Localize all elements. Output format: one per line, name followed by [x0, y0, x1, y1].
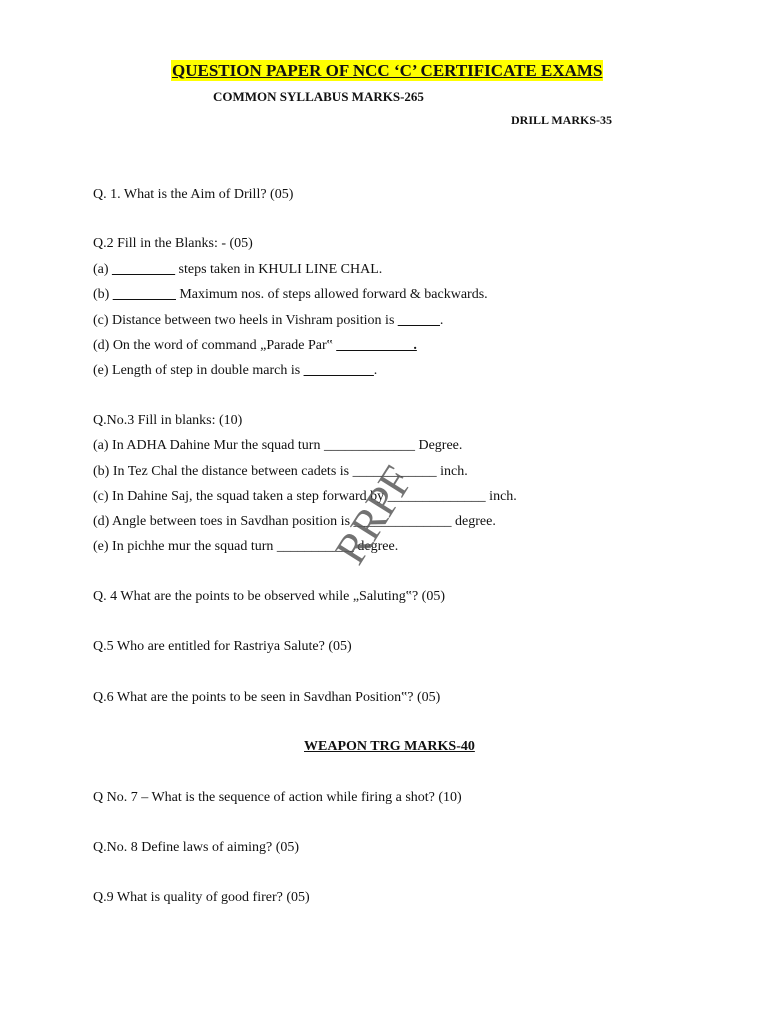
drill-marks-label: DRILL MARKS-35 — [511, 113, 613, 127]
question-2-a — [93, 261, 382, 279]
q2a-suffix: steps taken in KHULI LINE CHAL. — [175, 262, 383, 277]
q2b-suffix: Maximum nos. of steps allowed forward & backwards. — [175, 287, 488, 302]
question-6: Q.6 What are the points to be seen in Savdhan Position‟? (05) — [93, 690, 441, 705]
question-1: Q. 1. What is the Aim of Drill? (05) — [93, 187, 294, 202]
question-2-e — [93, 362, 377, 380]
page-subtitle: COMMON SYLLABUS MARKS-265 — [213, 89, 424, 104]
question-3-b: (b) In Tez Chal the distance between cadets is ____________ inch. — [93, 464, 468, 479]
question-2-b — [93, 286, 488, 304]
q2b-prefix: (b) — [93, 287, 113, 302]
question-3-heading: Q.No.3 Fill in blanks: (10) — [93, 413, 243, 428]
q2d-prefix: (d) On the word of command „Parade Par‟ — [93, 338, 337, 353]
q2b-blank: _________ — [112, 287, 176, 302]
q2c-prefix: (c) Distance between two heels in Vishram position is — [93, 313, 398, 328]
q2e-blank: __________ — [303, 363, 374, 378]
question-8: Q.No. 8 Define laws of aiming? (05) — [93, 840, 300, 855]
q2c-suffix: . — [439, 313, 444, 328]
q2c-blank: ______ — [397, 313, 440, 328]
rrpf-watermark: RRPF — [325, 458, 423, 573]
question-3-a: (a) In ADHA Dahine Mur the squad turn _____________ Degree. — [93, 438, 463, 453]
q2a-blank: _________ — [112, 262, 176, 277]
question-3-c: (c) In Dahine Saj, the squad taken a step forward by ______________ inch. — [93, 489, 517, 504]
question-2-d — [93, 337, 417, 355]
q2e-suffix: . — [373, 363, 378, 378]
question-4: Q. 4 What are the points to be observed while „Saluting‟? (05) — [93, 589, 445, 604]
question-3-e: (e) In pichhe mur the squad turn ___________ degree. — [93, 539, 399, 554]
q2a-prefix: (a) — [93, 262, 113, 277]
page-title: QUESTION PAPER OF NCC ‘C’ CERTIFICATE EXAMS — [172, 61, 603, 80]
question-2-c — [93, 312, 443, 330]
question-3-d: (d) Angle between toes in Savdhan position is ______________ degree. — [93, 514, 496, 529]
question-2-heading: Q.2 Fill in the Blanks: - (05) — [93, 236, 253, 251]
question-7: Q No. 7 – What is the sequence of action while firing a shot? (10) — [93, 790, 462, 805]
q2d-blank: ___________. — [336, 338, 417, 353]
question-9: Q.9 What is quality of good firer? (05) — [93, 890, 310, 905]
q2e-prefix: (e) Length of step in double march is — [93, 363, 304, 378]
question-5: Q.5 Who are entitled for Rastriya Salute? (05) — [93, 639, 352, 654]
weapon-training-heading: WEAPON TRG MARKS-40 — [304, 739, 475, 754]
